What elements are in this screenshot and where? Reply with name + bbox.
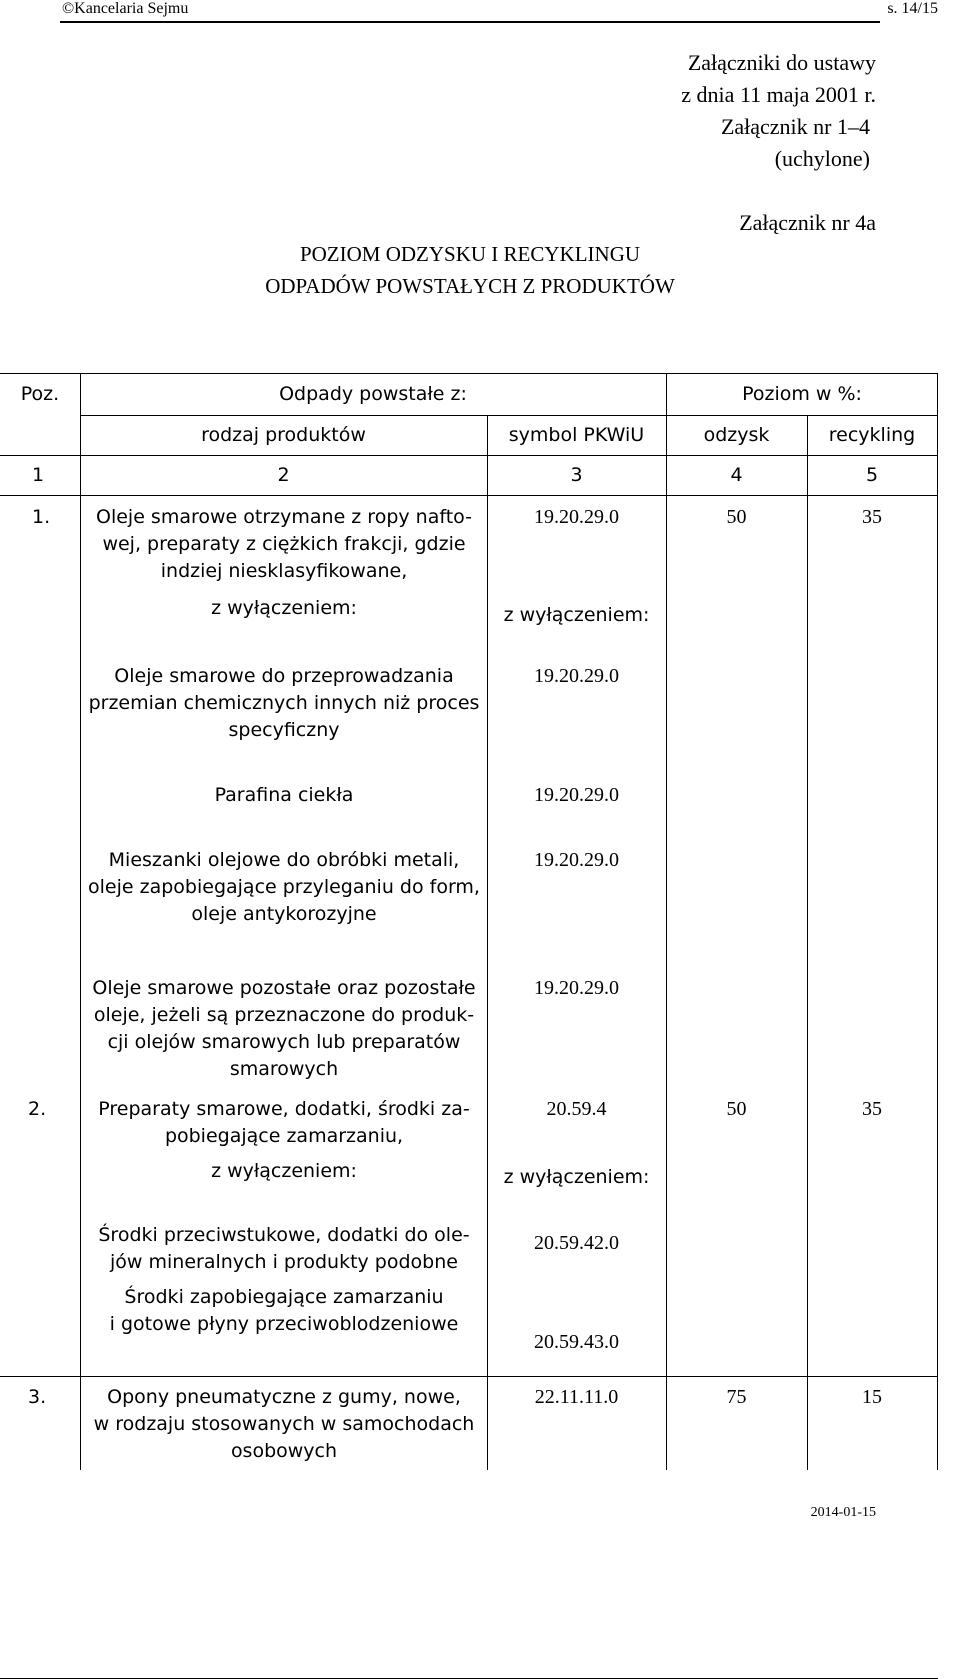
row1-symbol-exclusion: z wyłączeniem: xyxy=(503,604,650,626)
row2-excl-2-line-1: Środki zapobiegające zamarzaniu xyxy=(124,1286,444,1308)
col-num-2: 2 xyxy=(277,464,290,486)
row1-symbol: 19.20.29.0 xyxy=(534,506,619,528)
row2-excl-2-line-2: i gotowe płyny przeciwoblodzeniowe xyxy=(109,1313,459,1335)
row3-recykling: 15 xyxy=(862,1386,882,1408)
col-divider-1 xyxy=(80,373,81,1470)
annex-4a-label: Załącznik nr 4a xyxy=(739,210,876,235)
row1-excl-1-line-2: przemian chemicznych innych niż proces xyxy=(88,692,480,714)
row1-excl-3-line-1: Mieszanki olejowe do obróbki metali, xyxy=(108,849,460,871)
row1-product-line-1: Oleje smarowe otrzymane z ropy nafto- xyxy=(96,506,472,528)
header-rodzaj: rodzaj produktów xyxy=(201,424,366,446)
row3-odzysk: 75 xyxy=(726,1386,747,1408)
row1-exclusion-label: z wyłączeniem: xyxy=(211,597,357,619)
row1-product xyxy=(84,504,484,585)
col-divider-4 xyxy=(807,415,808,1470)
header-poz: Poz. xyxy=(20,383,60,405)
annex-line-1: Załączniki do ustawy xyxy=(687,50,876,75)
row1-excl-3-symbol: 19.20.29.0 xyxy=(534,849,619,871)
col-num-3: 3 xyxy=(570,464,583,486)
row2-exclusion-label: z wyłączeniem: xyxy=(211,1160,357,1182)
header-sub-border xyxy=(80,415,938,416)
row3-number: 3. xyxy=(28,1386,47,1408)
annex-line-3: Załącznik nr 1–4 xyxy=(720,114,870,139)
row2-recykling: 35 xyxy=(862,1098,882,1120)
header-odpady: Odpady powstałe z: xyxy=(279,383,467,405)
header-border xyxy=(0,455,938,456)
row1-number: 1. xyxy=(32,506,51,528)
row3-product-line-3: osobowych xyxy=(230,1440,338,1462)
row2-product xyxy=(84,1096,484,1150)
row2-excl-1-line-2: jów mineralnych i produkty podobne xyxy=(110,1251,458,1273)
col-divider-2 xyxy=(487,415,488,1470)
row1-excl-4-line-4: smarowych xyxy=(229,1058,339,1080)
row3-product xyxy=(84,1384,484,1465)
title-line-2: ODPADÓW POWSTAŁYCH Z PRODUKTÓW xyxy=(265,274,675,298)
annex-caption xyxy=(681,47,876,175)
row1-excl-2: Parafina ciekła xyxy=(214,784,354,806)
col-num-1: 1 xyxy=(32,464,45,486)
column-number-border xyxy=(0,495,938,496)
header-recykling: recykling xyxy=(828,424,916,446)
col-num-5: 5 xyxy=(865,464,879,486)
row2-number: 2. xyxy=(28,1098,47,1120)
row1-excl-4 xyxy=(84,975,484,1083)
row2-product-line-1: Preparaty smarowe, dodatki, środki za- xyxy=(98,1098,470,1120)
row1-excl-3 xyxy=(84,847,484,928)
row1-product-line-2: wej, preparaty z ciężkich frakcji, gdzie xyxy=(102,533,466,555)
row1-excl-4-line-1: Oleje smarowe pozostałe oraz pozostałe xyxy=(92,977,476,999)
row2-top-border xyxy=(0,1376,938,1377)
row1-excl-1-line-3: specyficzny xyxy=(228,719,340,741)
table-top-border xyxy=(0,373,938,374)
header-source: ©Kancelaria Sejmu xyxy=(62,0,189,17)
row3-product-line-2: w rodzaju stosowanych w samochodach xyxy=(93,1413,475,1435)
recovery-table xyxy=(0,373,938,1470)
row2-excl-1-symbol: 20.59.42.0 xyxy=(534,1232,619,1254)
header-rule xyxy=(60,21,880,23)
annex-line-2: z dnia 11 maja 2001 r. xyxy=(681,82,876,107)
row2-symbol-exclusion: z wyłączeniem: xyxy=(503,1166,650,1188)
row2-odzysk: 50 xyxy=(726,1098,747,1120)
header-page-number: s. 14/15 xyxy=(887,0,938,17)
row1-excl-4-line-3: cji olejów smarowych lub preparatów xyxy=(107,1031,461,1053)
row2-symbol: 20.59.4 xyxy=(546,1098,607,1120)
annex-line-4: (uchylone) xyxy=(774,146,870,171)
header-symbol: symbol PKWiU xyxy=(508,424,645,446)
row2-excl-2-symbol: 20.59.43.0 xyxy=(534,1331,619,1353)
row1-excl-4-symbol: 19.20.29.0 xyxy=(534,977,619,999)
col-divider-5 xyxy=(937,373,938,1470)
header-odzysk: odzysk xyxy=(703,424,770,446)
header-poziom: Poziom w %: xyxy=(742,383,862,405)
row1-excl-3-line-3: oleje antykorozyjne xyxy=(191,903,377,925)
row1-excl-1 xyxy=(84,663,484,744)
row1-excl-2-symbol: 19.20.29.0 xyxy=(534,784,619,806)
title-line-1: POZIOM ODZYSKU I RECYKLINGU xyxy=(299,242,641,266)
col-num-4: 4 xyxy=(730,464,743,486)
footer-date: 2014-01-15 xyxy=(810,1505,876,1520)
row1-excl-1-symbol: 19.20.29.0 xyxy=(534,665,619,687)
document-title xyxy=(120,238,820,302)
row2-excl-2 xyxy=(84,1284,484,1338)
row1-recykling: 35 xyxy=(862,506,882,528)
col-divider-3 xyxy=(666,373,667,1470)
row1-product-line-3: indziej niesklasyfikowane, xyxy=(160,560,408,582)
row2-product-line-2: pobiegające zamarzaniu, xyxy=(164,1125,404,1147)
row1-excl-1-line-1: Oleje smarowe do przeprowadzania xyxy=(114,665,454,687)
row1-odzysk: 50 xyxy=(726,506,747,528)
row3-product-line-1: Opony pneumatyczne z gumy, nowe, xyxy=(107,1386,461,1408)
row2-excl-1-line-1: Środki przeciwstukowe, dodatki do ole- xyxy=(98,1224,470,1246)
row3-symbol: 22.11.11.0 xyxy=(534,1386,619,1408)
row2-excl-1 xyxy=(84,1222,484,1276)
page-header xyxy=(0,0,960,22)
row1-excl-3-line-2: oleje zapobiegające przyleganiu do form, xyxy=(88,876,480,898)
row1-excl-4-line-2: oleje, jeżeli są przeznaczone do produk- xyxy=(93,1004,475,1026)
